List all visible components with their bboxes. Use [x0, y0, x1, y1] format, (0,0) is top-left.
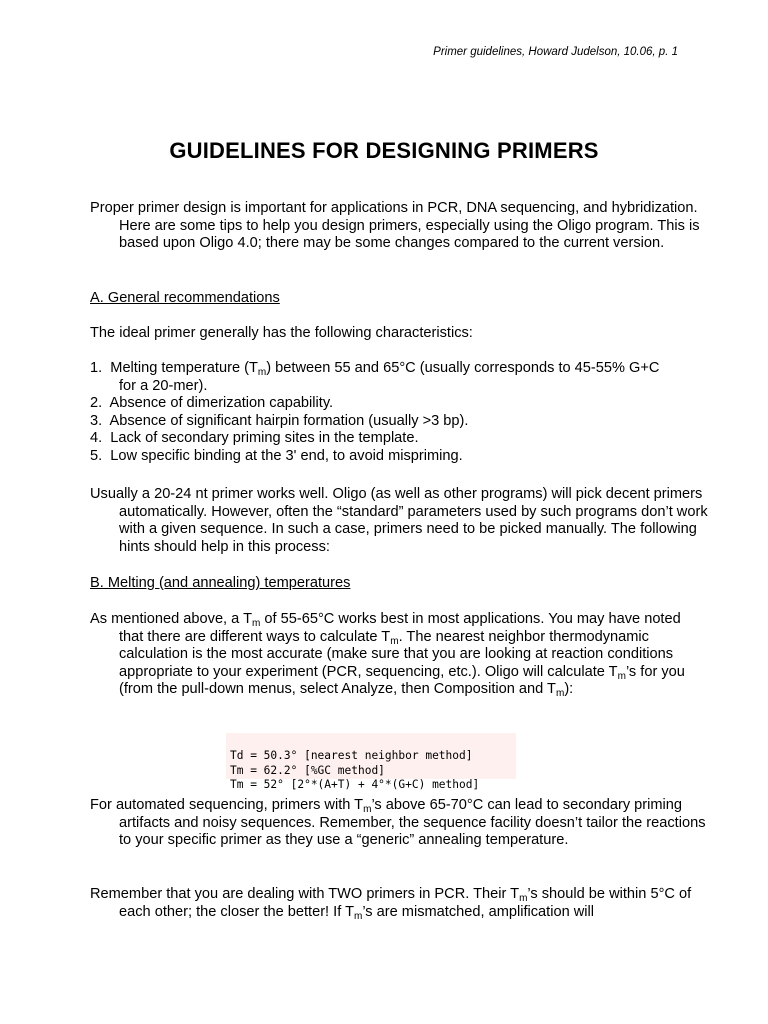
list-item: 3. Absence of significant hairpin formation (usually >3 bp). — [90, 412, 469, 429]
formula-line: Tm = 62.2° [%GC method] — [230, 763, 385, 777]
section-a-closing: Usually a 20-24 nt primer works well. Oligo (as well as other programs) will pick decent primers automatically. However, often the “standard” parameters used by such programs don’t work with a given sequence. In such a case, primers need to be picked manually. The following hints should help in this process: — [90, 486, 708, 555]
section-b-paragraph-2: For automated sequencing, primers with $T_m’s$ above 65-70°C can lead to secondary priming artifacts and noisy sequences. Remember, the sequence facility doesn’t tailor the reactions to your specific primer as they use a “generic” annealing temperature. — [90, 797, 706, 848]
section-a-heading: A. General recommendations — [90, 290, 280, 306]
list-item: 5. Low specific binding at the 3' end, to avoid mispriming. — [90, 447, 463, 464]
formula-line: Td = 50.3° [nearest neighbor method] — [230, 749, 473, 763]
list-item: 1. Melting temperature $(T_m)$ between 55 and 65°C (usually corresponds to 45-55% G+C for a 20-mer). — [90, 360, 660, 394]
list-item: 4. Lack of secondary priming sites in the template. — [90, 430, 419, 446]
running-head: Primer guidelines, Howard Judelson, 10.06, p. 1 — [433, 46, 678, 58]
formula-line: Tm = 52° [2°*(A+T) + 4°*(G+C) method] — [230, 778, 480, 792]
section-b-heading: B. Melting (and annealing) temperatures — [90, 575, 351, 591]
section-b-paragraph-1: As mentioned above, a $T_m$ of 55-65°C works best in most applications. You may have noted that there are different ways to calculate $T_m$. The nearest neighbor thermodynamic calculation is the most accurate (make sure that you are looking at reaction conditions appropriate to your experiment (PCR, sequencing, etc.). Oligo will calculate $T_m’s$ for you (from the pull-down menus, select Analyze, then Composition and $T_m$): — [90, 611, 685, 699]
section-b-paragraph-3: Remember that you are dealing with TWO primers in PCR. Their $T_m’s$ should be within 5°C of each other; the closer the better! If $T_m’s$ are mismatched, amplification will — [90, 886, 692, 922]
list-item: 2. Absence of dimerization capability. — [90, 395, 334, 411]
document-title: GUIDELINES FOR DESIGNING PRIMERS — [169, 138, 599, 163]
section-a-lead: The ideal primer generally has the following characteristics: — [90, 325, 473, 341]
intro-paragraph: Proper primer design is important for applications in PCR, DNA sequencing, and hybridization. Here are some tips to help you design primers, especially using the Oligo program. This is based upon Oligo 4.0; there may be some changes compared to the current version. — [90, 200, 700, 251]
characteristics-list — [90, 360, 680, 465]
tm-formula-screenshot — [226, 733, 516, 792]
